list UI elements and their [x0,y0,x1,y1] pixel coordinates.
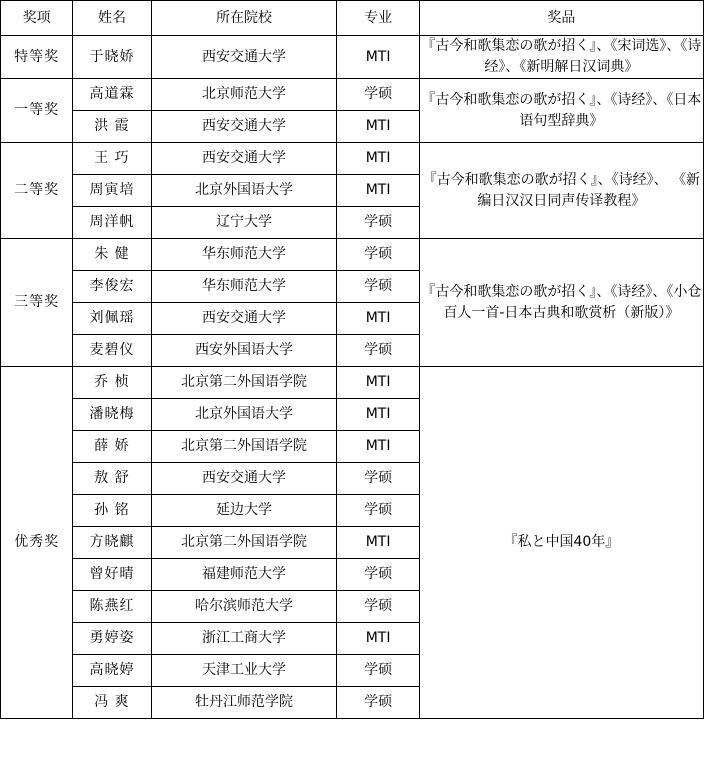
school-cell: 哈尔滨师范大学 [151,591,337,623]
winner-name-cell: 洪 霞 [73,111,151,143]
prize-cell: 『古今和歌集恋の歌が招く』、《诗经》、《日本语句型辞典》 [419,79,703,143]
table-row [1,79,704,111]
award-category-cell: 特等奖 [1,36,73,79]
winner-name-cell: 冯 爽 [73,687,151,719]
table-header [1,1,704,36]
prize-cell: 『古今和歌集恋の歌が招く』、《诗经》、《小仓百人一首-日本古典和歌赏析（新版）》 [419,239,703,367]
winner-name-cell: 高道霖 [73,79,151,111]
school-cell: 福建师范大学 [151,559,337,591]
table-row [1,239,704,271]
school-cell: 北京第二外国语学院 [151,431,337,463]
table-header-row [1,1,704,36]
major-cell: 学硕 [337,79,419,111]
school-cell: 牡丹江师范学院 [151,687,337,719]
major-cell: 学硕 [337,655,419,687]
winner-name-cell: 高晓婷 [73,655,151,687]
school-cell: 西安交通大学 [151,143,337,175]
header-school: 所在院校 [151,1,337,36]
school-cell: 辽宁大学 [151,207,337,239]
winner-name-cell: 朱 健 [73,239,151,271]
major-cell: MTI [337,431,419,463]
award-category-cell: 二等奖 [1,143,73,239]
school-cell: 天津工业大学 [151,655,337,687]
school-cell: 西安交通大学 [151,111,337,143]
major-cell: 学硕 [337,591,419,623]
winner-name-cell: 薛 娇 [73,431,151,463]
school-cell: 北京师范大学 [151,79,337,111]
major-cell: MTI [337,143,419,175]
major-cell: 学硕 [337,495,419,527]
winner-name-cell: 刘佩瑶 [73,303,151,335]
header-name: 姓名 [73,1,151,36]
winner-name-cell: 李俊宏 [73,271,151,303]
winner-name-cell: 曾好晴 [73,559,151,591]
winner-name-cell: 麦碧仪 [73,335,151,367]
major-cell: MTI [337,175,419,207]
table-row [1,36,704,79]
winner-name-cell: 陈燕红 [73,591,151,623]
major-cell: MTI [337,399,419,431]
school-cell: 西安交通大学 [151,36,337,79]
winner-name-cell: 方晓麒 [73,527,151,559]
winner-name-cell: 勇婷姿 [73,623,151,655]
header-major: 专业 [337,1,419,36]
school-cell: 华东师范大学 [151,271,337,303]
winner-name-cell: 周洋帆 [73,207,151,239]
major-cell: 学硕 [337,239,419,271]
winner-name-cell: 敖 舒 [73,463,151,495]
winner-name-cell: 孙 铭 [73,495,151,527]
major-cell: MTI [337,527,419,559]
winner-name-cell: 王 巧 [73,143,151,175]
school-cell: 北京外国语大学 [151,399,337,431]
major-cell: MTI [337,36,419,79]
award-category-cell: 三等奖 [1,239,73,367]
school-cell: 北京第二外国语学院 [151,367,337,399]
major-cell: 学硕 [337,687,419,719]
major-cell: 学硕 [337,463,419,495]
winner-name-cell: 周寅培 [73,175,151,207]
major-cell: MTI [337,623,419,655]
prize-cell: 『古今和歌集恋の歌が招く』、《诗经》、 《新编日汉汉日同声传译教程》 [419,143,703,239]
school-cell: 西安外国语大学 [151,335,337,367]
header-award: 奖项 [1,1,73,36]
school-cell: 西安交通大学 [151,303,337,335]
school-cell: 北京外国语大学 [151,175,337,207]
major-cell: MTI [337,111,419,143]
school-cell: 华东师范大学 [151,239,337,271]
table-row [1,143,704,175]
major-cell: 学硕 [337,271,419,303]
school-cell: 北京第二外国语学院 [151,527,337,559]
header-prize: 奖品 [419,1,703,36]
winner-name-cell: 乔 桢 [73,367,151,399]
major-cell: MTI [337,367,419,399]
award-category-cell: 优秀奖 [1,367,73,719]
school-cell: 西安交通大学 [151,463,337,495]
table-row [1,367,704,399]
prize-cell: 『古今和歌集恋の歌が招く』、《宋词选》、《诗经》、《新明解日汉词典》 [419,36,703,79]
table-body [1,36,704,719]
major-cell: MTI [337,303,419,335]
winner-name-cell: 潘晓梅 [73,399,151,431]
winner-name-cell: 于晓娇 [73,36,151,79]
school-cell: 浙江工商大学 [151,623,337,655]
school-cell: 延边大学 [151,495,337,527]
major-cell: 学硕 [337,559,419,591]
prize-cell: 『私と中国40年』 [419,367,703,719]
award-category-cell: 一等奖 [1,79,73,143]
major-cell: 学硕 [337,335,419,367]
major-cell: 学硕 [337,207,419,239]
